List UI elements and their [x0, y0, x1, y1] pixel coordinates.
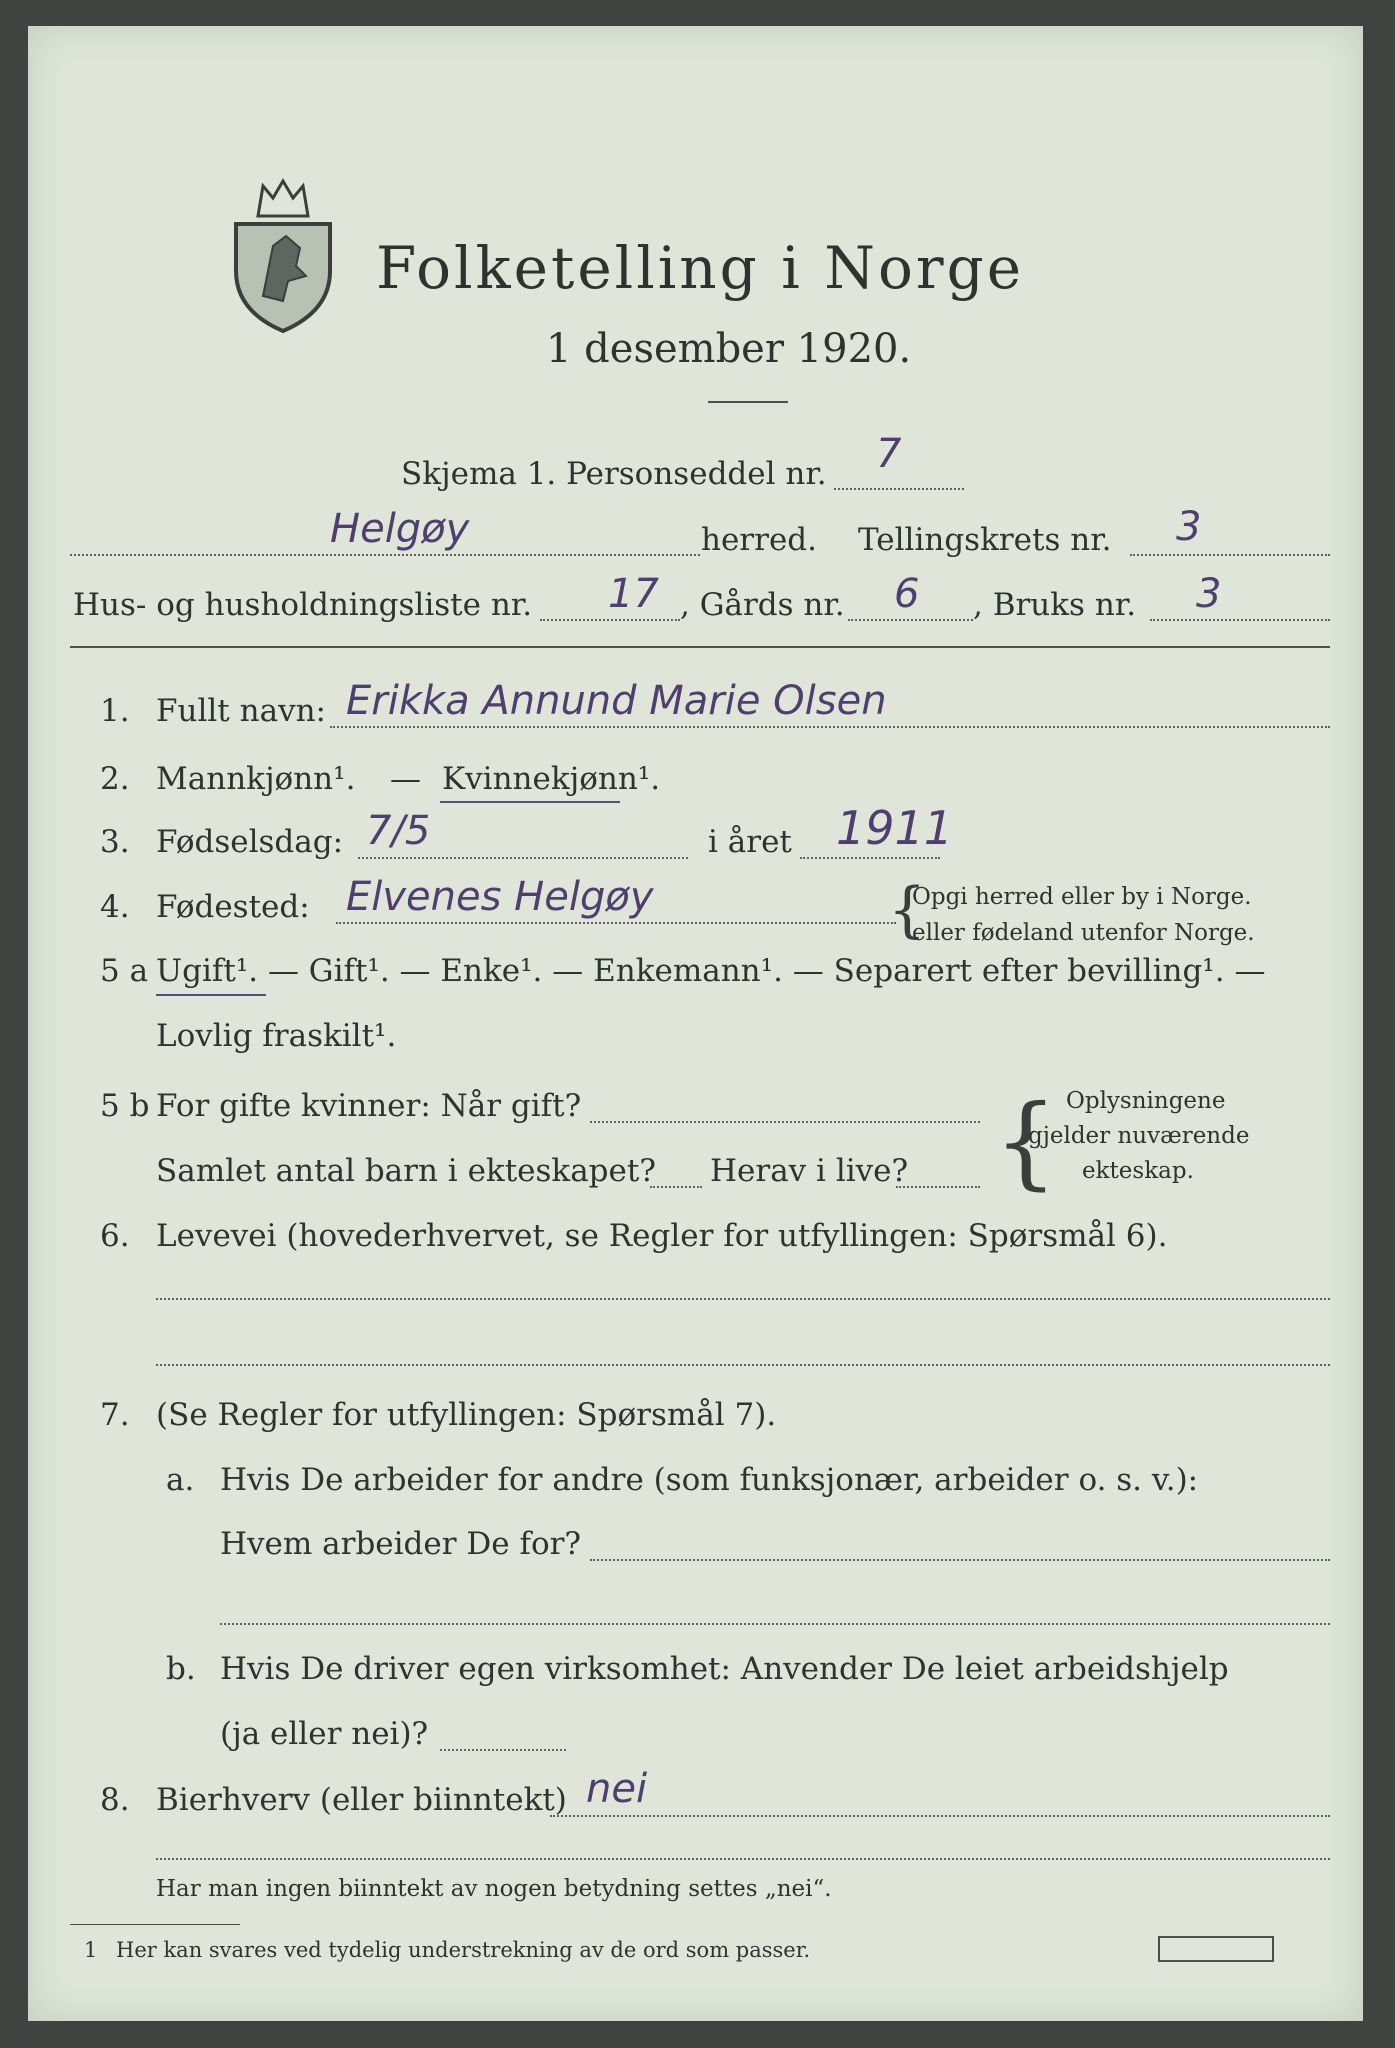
q5b-children-alive: Herav i live?: [710, 1153, 909, 1189]
census-form: [28, 26, 1363, 2021]
full-name-value[interactable]: Erikka Annund Marie Olsen: [346, 678, 887, 724]
q5b-married-when: For gifte kvinner: Når gift?: [156, 1088, 582, 1124]
q7a-line-1: Hvis De arbeider for andre (som funksjonær, arbeider o. s. v.):: [220, 1462, 1199, 1498]
married-when-line: [590, 1121, 980, 1123]
q6-line-1[interactable]: [156, 1298, 1330, 1300]
husholdningsliste-line: [540, 619, 680, 621]
q7a-line-2: Hvem arbeider De for?: [220, 1526, 582, 1562]
personseddel-value[interactable]: 7: [876, 431, 902, 477]
q5b-note-1: Oplysningene: [1066, 1088, 1226, 1114]
skjema-line: [834, 488, 964, 490]
bierhverv-value[interactable]: nei: [586, 1766, 648, 1812]
children-total-line: [650, 1186, 702, 1188]
q4-brace: {: [888, 875, 927, 945]
q4-number: 4.: [100, 889, 130, 925]
husholdningsliste-value[interactable]: 17: [608, 571, 659, 617]
option-separator: —: [390, 761, 421, 797]
q1-label: Fullt navn:: [156, 693, 326, 729]
q7b-number: b.: [166, 1651, 196, 1687]
children-alive-line: [896, 1186, 980, 1188]
bruks-value[interactable]: 3: [1196, 571, 1222, 617]
q6-label: Levevei (hovederhvervet, se Regler for utfyllingen: Spørsmål 6).: [156, 1218, 1168, 1254]
footer-divider: [156, 1858, 1330, 1860]
q5b-number: 5 b: [100, 1088, 150, 1124]
q7a-answer-line[interactable]: [590, 1559, 1330, 1561]
birthday-value[interactable]: 7/5: [366, 808, 431, 854]
q8-label: Bierhverv (eller biinntekt): [156, 1782, 567, 1818]
q7-number: 7.: [100, 1397, 130, 1433]
tellingskrets-line: [1130, 554, 1330, 556]
footnote-text: Her kan svares ved tydelig understrekning av de ord som passer.: [116, 1938, 811, 1962]
q7b-line-2: (ja eller nei)?: [220, 1716, 429, 1752]
q4-note-1: Opgi herred eller by i Norge.: [912, 884, 1252, 910]
q4-line: [336, 922, 896, 924]
q7b-line-1: Hvis De driver egen virksomhet: Anvender De leiet arbeidshjelp: [220, 1651, 1229, 1687]
q8-number: 8.: [100, 1782, 130, 1818]
herred-label: herred.: [701, 522, 817, 558]
footer-note: Har man ingen biinntekt av nogen betydning settes „nei“.: [156, 1876, 832, 1902]
q5b-note-2: gjelder nuværende: [1028, 1123, 1250, 1149]
q7a-answer-line-2[interactable]: [220, 1623, 1330, 1625]
q1-line: [330, 726, 1330, 728]
bruks-label: , Bruks nr.: [973, 587, 1137, 623]
husholdningsliste-label: Hus- og husholdningsliste nr.: [73, 587, 533, 623]
option-mannkjonn[interactable]: Mannkjønn¹.: [156, 761, 356, 797]
year-line: [800, 857, 940, 859]
option-kvinnekjonn[interactable]: Kvinnekjønn¹.: [442, 761, 661, 797]
footnote-number: 1: [84, 1938, 98, 1962]
tellingskrets-value[interactable]: 3: [1176, 504, 1202, 550]
q1-number: 1.: [100, 693, 130, 729]
gards-label: , Gårds nr.: [680, 587, 845, 623]
coat-of-arms-icon: [228, 176, 338, 336]
q7a-number: a.: [166, 1462, 195, 1498]
ugift-underline: [156, 994, 266, 996]
q4-label: Fødested:: [156, 889, 310, 925]
q5b-brace: {: [994, 1083, 1058, 1200]
form-title: Folketelling i Norge: [376, 234, 1025, 302]
census-date: 1 desember 1920.: [546, 326, 912, 372]
q4-note-2: eller fødeland utenfor Norge.: [912, 920, 1255, 946]
divider: [708, 401, 788, 403]
q8-line: [550, 1815, 1330, 1817]
q7b-answer-line[interactable]: [440, 1749, 566, 1751]
q5a-number: 5 a: [100, 953, 149, 989]
q5b-note-3: ekteskap.: [1082, 1158, 1194, 1184]
q3-number: 3.: [100, 824, 130, 860]
skjema-label: Skjema 1. Personseddel nr.: [401, 456, 827, 492]
gards-value[interactable]: 6: [894, 571, 920, 617]
q3-label: Fødselsdag:: [156, 824, 344, 860]
printer-stamp-icon: [1158, 1936, 1274, 1962]
q3-line: [358, 857, 688, 859]
gards-line: [848, 619, 973, 621]
q5b-children-total: Samlet antal barn i ekteskapet?: [156, 1153, 656, 1189]
year-label: i året: [708, 824, 792, 860]
birthplace-value[interactable]: Elvenes Helgøy: [346, 874, 654, 920]
kvinnekjonn-underline: [440, 801, 620, 803]
q6-number: 6.: [100, 1218, 130, 1254]
header-divider: [70, 646, 1330, 648]
marital-status-options-2[interactable]: Lovlig fraskilt¹.: [156, 1018, 397, 1054]
q7-label: (Se Regler for utfyllingen: Spørsmål 7).: [156, 1397, 777, 1433]
bruks-line: [1150, 619, 1330, 621]
tellingskrets-label: Tellingskrets nr.: [858, 522, 1112, 558]
birth-year-value[interactable]: 1911: [836, 801, 954, 855]
q6-line-2[interactable]: [156, 1364, 1330, 1366]
marital-status-options[interactable]: Ugift¹. — Gift¹. — Enke¹. — Enkemann¹. — Separert efter bevilling¹. —: [156, 953, 1266, 989]
herred-value[interactable]: Helgøy: [330, 506, 470, 552]
herred-line: [70, 554, 700, 556]
q2-number: 2.: [100, 761, 130, 797]
footnote-rule: [70, 1924, 240, 1925]
